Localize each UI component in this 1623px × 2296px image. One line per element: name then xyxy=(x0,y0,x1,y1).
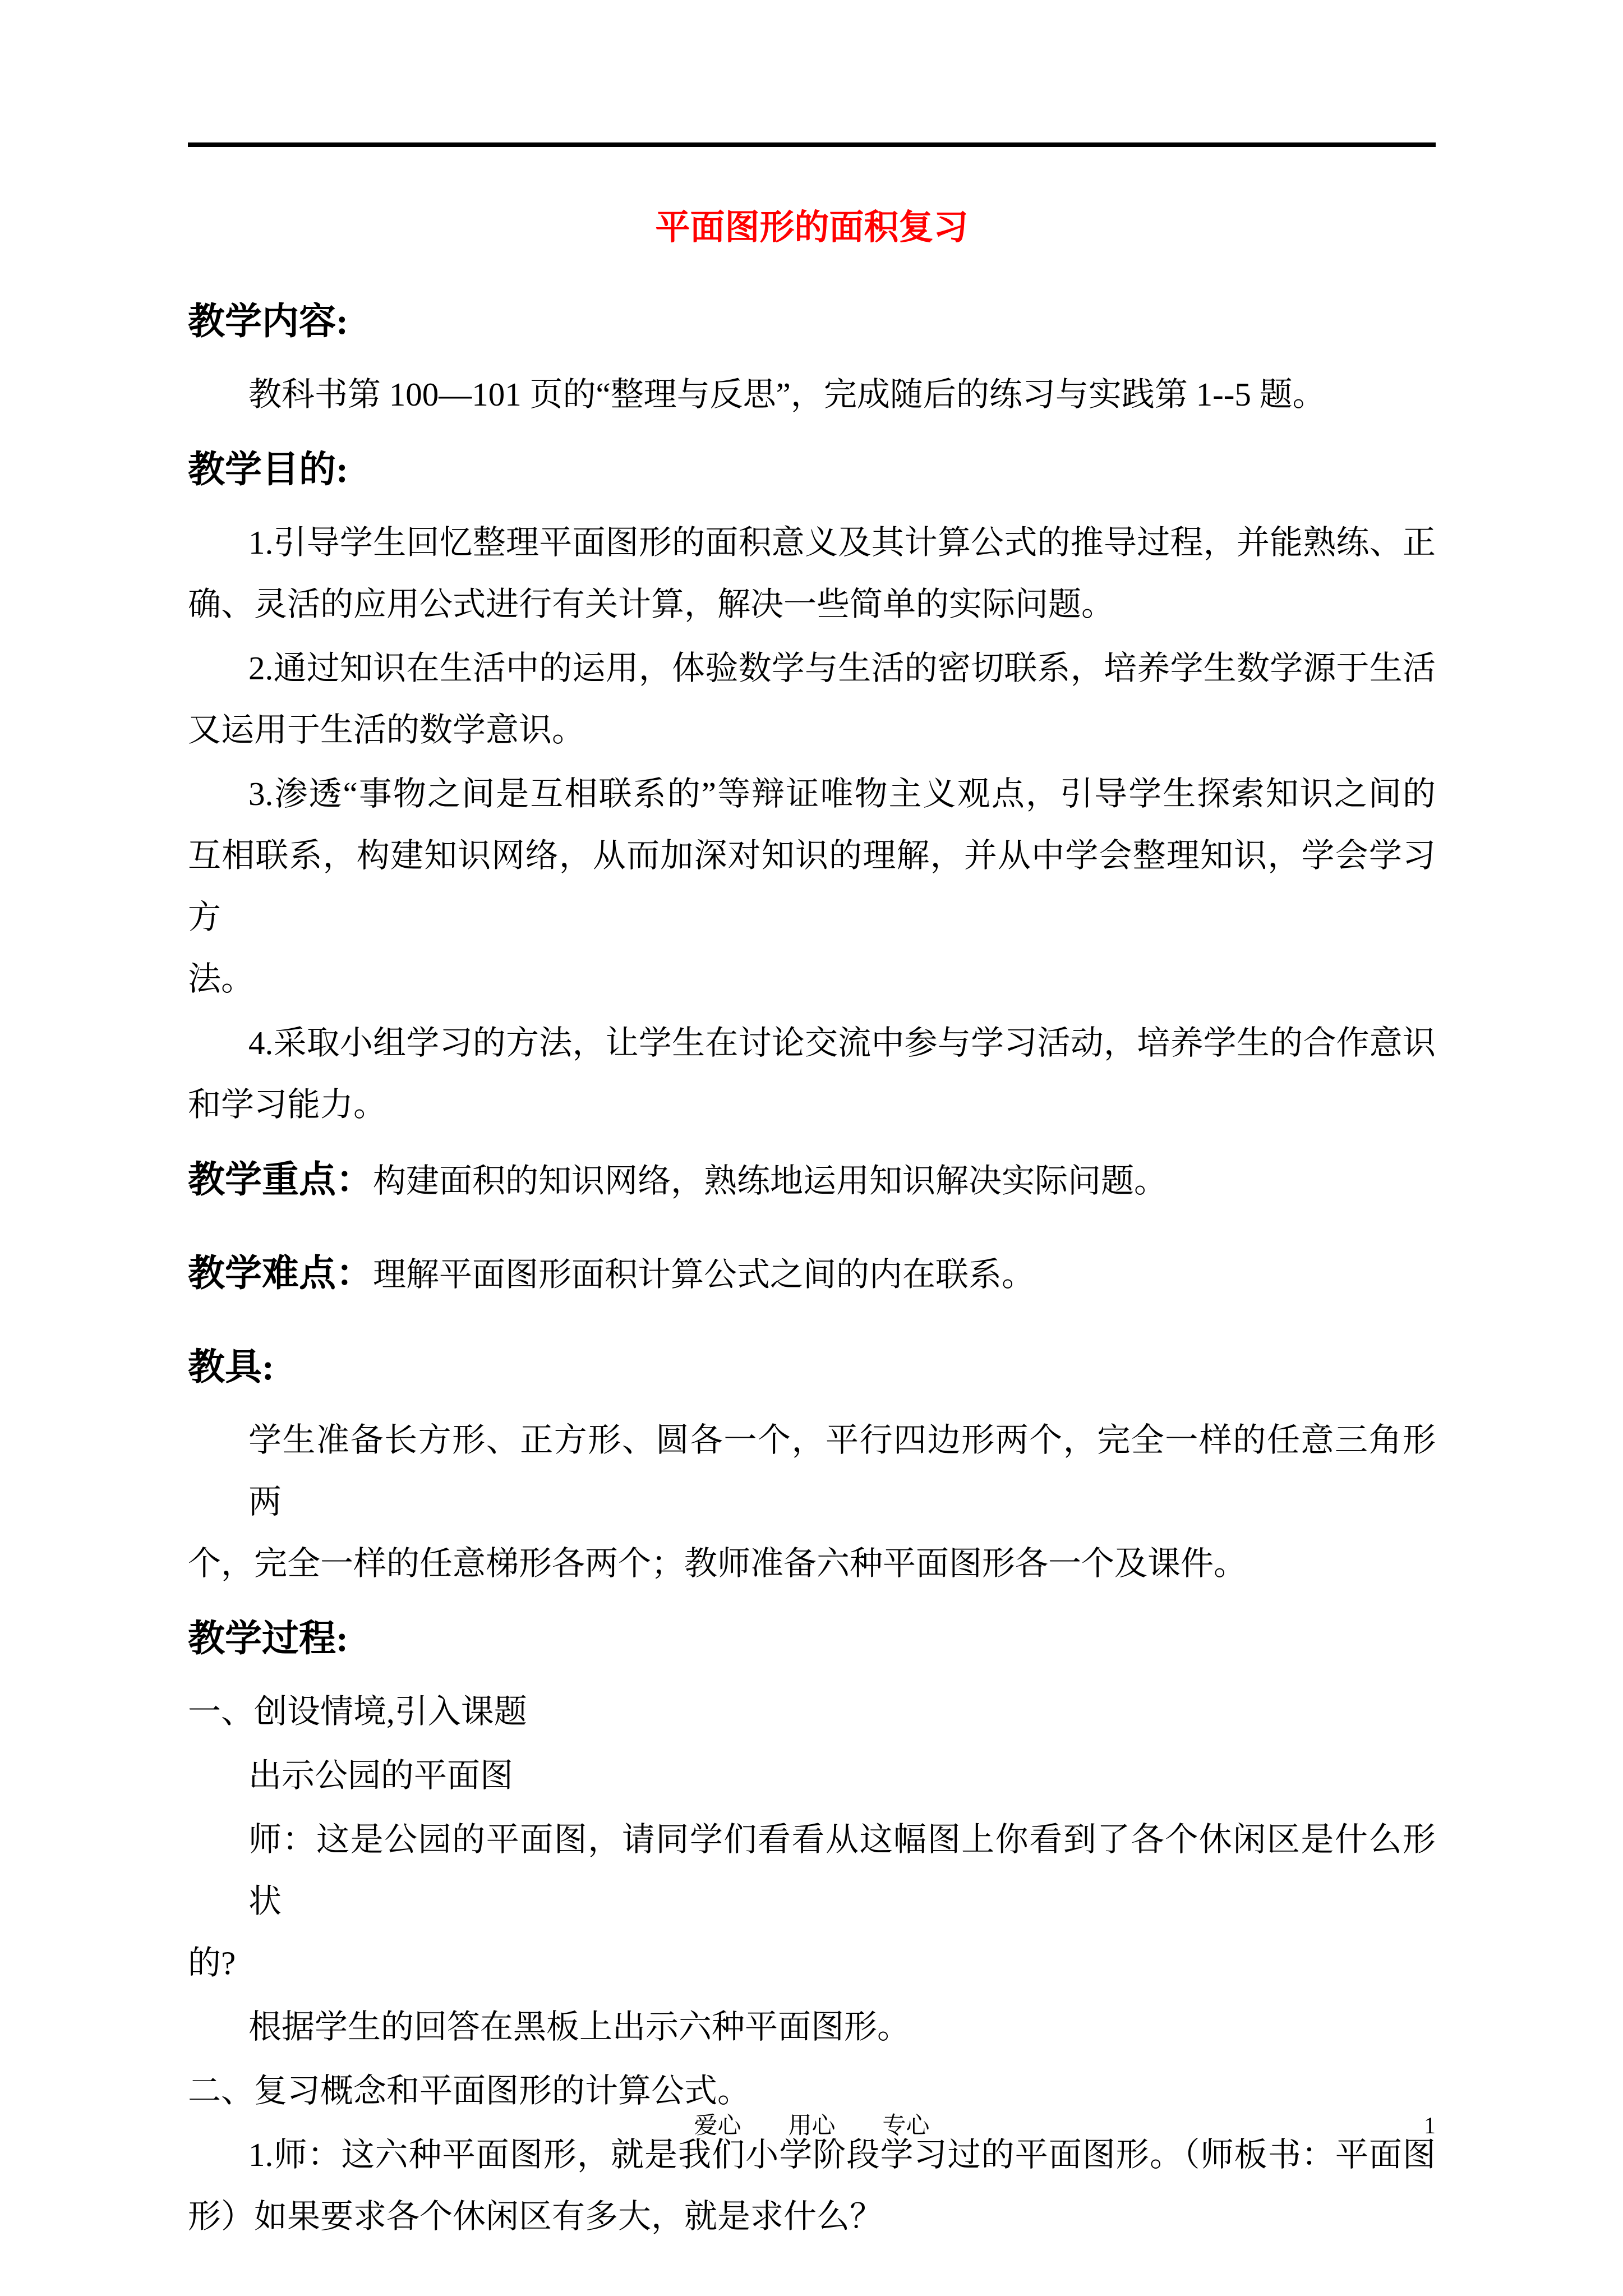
paragraph xyxy=(188,763,1436,1010)
header-rule xyxy=(188,142,1436,147)
paragraph-line: 3.渗透“事物之间是互相联系的”等辩证唯物主义观点，引导学生探索知识之间的 xyxy=(248,775,1436,812)
paragraph xyxy=(188,1012,1436,1135)
paragraph xyxy=(188,1745,1436,1806)
sections xyxy=(188,283,1436,2247)
labeled-text: 构建面积的知识网络，熟练地运用知识解决实际问题。 xyxy=(373,1162,1168,1199)
paragraph-line: 师：这是公园的平面图，请同学们看看从这幅图上你看到了各个休闲区是什么形状 xyxy=(248,1821,1436,1920)
paragraph-line: 教科书第 100—101 页的“整理与反思”，完成随后的练习与实践第 1--5 题。 xyxy=(248,376,1326,413)
labeled-line xyxy=(188,1235,1436,1323)
paragraph xyxy=(188,1409,1436,1594)
paragraph xyxy=(188,364,1436,425)
paragraph xyxy=(188,1996,1436,2058)
paragraph-line: 1.引导学生回忆整理平面图形的面积意义及其计算公式的推导过程，并能熟练、正 xyxy=(248,524,1436,561)
paragraph-line: 一、创设情境,引入课题 xyxy=(188,1693,527,1730)
paragraph-line: 2.通过知识在生活中的运用，体验数学与生活的密切联系，培养学生数学源于生活 xyxy=(248,650,1436,687)
paragraph-line: 个，完全一样的任意梯形各两个；教师准备六种平面图形各一个及课件。 xyxy=(188,1545,1247,1582)
paragraph-line: 的? xyxy=(188,1944,236,1981)
paragraph-line: 法。 xyxy=(188,960,255,997)
paragraph-line: 形）如果要求各个休闲区有多大，就是求什么？ xyxy=(188,2198,883,2235)
document-title: 平面图形的面积复习 xyxy=(655,209,969,247)
section-heading: 教学过程: xyxy=(188,1618,348,1659)
paragraph-line: 根据学生的回答在黑板上出示六种平面图形。 xyxy=(248,2008,911,2045)
paragraph xyxy=(188,512,1436,635)
section-heading: 教具: xyxy=(188,1347,274,1388)
paragraph xyxy=(188,1809,1436,1994)
paragraph-line: 出示公园的平面图 xyxy=(248,1757,514,1794)
labeled-label: 教学难点： xyxy=(188,1253,373,1294)
paragraph-line: 又运用于生活的数学意识。 xyxy=(188,711,585,748)
paragraph-line: 4.采取小组学习的方法，让学生在讨论交流中参与学习活动，培养学生的合作意识 xyxy=(248,1024,1436,1061)
paragraph-line: 学生准备长方形、正方形、圆各一个，平行四边形两个，完全一样的任意三角形两 xyxy=(248,1421,1436,1520)
page-number: 1 xyxy=(1424,2113,1436,2139)
section-heading: 教学目的: xyxy=(188,449,348,490)
content-area xyxy=(188,0,1436,2247)
paragraph-line: 1.师：这六种平面图形，就是我们小学阶段学习过的平面图形。（师板书：平面图 xyxy=(248,2136,1436,2173)
paragraph xyxy=(188,637,1436,761)
labeled-label: 教学重点： xyxy=(188,1159,373,1200)
paragraph xyxy=(188,1681,1436,1742)
paragraph-line: 和学习能力。 xyxy=(188,1086,387,1123)
footer-motto: 爱心 用心 专心 xyxy=(694,2113,930,2139)
page-footer xyxy=(188,2102,1436,2150)
paragraph-line: 互相联系，构建知识网络，从而加深对知识的理解，并从中学会整理知识，学会学习方 xyxy=(188,837,1436,936)
labeled-text: 理解平面图形面积计算公式之间的内在联系。 xyxy=(373,1256,1035,1293)
paragraph-line: 确、灵活的应用公式进行有关计算，解决一些简单的实际问题。 xyxy=(188,586,1115,623)
section-heading: 教学内容: xyxy=(188,301,348,342)
paragraph-line: 二、复习概念和平面图形的计算公式。 xyxy=(188,2072,751,2109)
labeled-line xyxy=(188,1141,1436,1229)
